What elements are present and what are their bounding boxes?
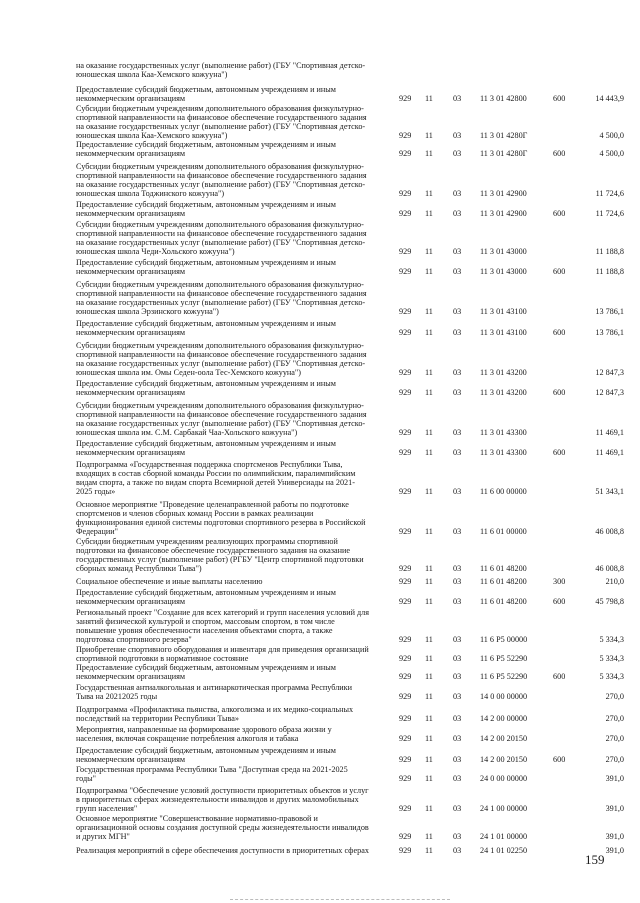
cell-csr: 11 3 01 42900	[480, 189, 527, 199]
cell-pr: 03	[453, 714, 462, 724]
cell-pr: 03	[453, 635, 462, 645]
cell-ved: 929	[399, 209, 412, 219]
table-row	[0, 706, 640, 724]
cell-rz: 11	[425, 635, 433, 645]
cell-ved: 929	[399, 832, 412, 842]
row-name: Предоставление субсидий бюджетным, автономным учреждениям и иным некоммерческим организациям	[76, 140, 336, 158]
cell-rz: 11	[425, 672, 433, 682]
cell-ved: 929	[399, 149, 412, 159]
cell-rz: 11	[425, 247, 433, 257]
row-name: Основное мероприятие "Проведение целенаправленной работы по подготовке спортсменов и членов сборных команд России в рамках реализации функционирования единой системы подготовки спортивного резерва в Российской Федерации"	[76, 500, 366, 536]
cell-ved: 929	[399, 654, 412, 664]
cell-ved: 929	[399, 577, 412, 587]
row-name: Предоставление субсидий бюджетным, автономным учреждениям и иным некоммерческим организациям	[76, 588, 336, 606]
cell-ved: 929	[399, 487, 412, 497]
cell-vr: 600	[553, 755, 566, 765]
cell-pr: 03	[453, 527, 462, 537]
cell-sum: 5 334,3	[599, 654, 624, 664]
cell-ved: 929	[399, 734, 412, 744]
cell-ved: 929	[399, 846, 412, 856]
cell-pr: 03	[453, 131, 462, 141]
row-name: Реализация мероприятий в сфере обеспечения доступности в приоритетных сферах	[76, 846, 369, 855]
cell-pr: 03	[453, 487, 462, 497]
table-row	[0, 578, 640, 587]
cell-rz: 11	[425, 597, 433, 607]
cell-sum: 391,0	[605, 804, 624, 814]
row-name: Субсидии бюджетным учреждениям дополнительного образования физкультурно- спортивной направленности на финансовое обеспечение государственного задания на оказание государственных услуг (выполнение работ) (ГБУ "Спортивная детско- юношеская школа Чеди-Хольского кожууна")	[76, 220, 367, 256]
cell-sum: 51 343,1	[595, 487, 624, 497]
cell-vr: 600	[553, 597, 566, 607]
cell-rz: 11	[425, 388, 433, 398]
table-row	[0, 815, 640, 842]
row-name: Предоставление субсидий бюджетным, автономным учреждениям и иным некоммерческим организациям	[76, 319, 336, 337]
cell-csr: 14 0 00 00000	[480, 692, 528, 702]
cell-pr: 03	[453, 267, 462, 277]
cell-ved: 929	[399, 131, 412, 141]
cell-vr: 300	[553, 577, 566, 587]
cell-pr: 03	[453, 832, 462, 842]
cell-ved: 929	[399, 597, 412, 607]
cell-rz: 11	[425, 692, 433, 702]
cell-csr: 11 3 01 42900	[480, 209, 527, 219]
table-row	[0, 221, 640, 257]
cell-ved: 929	[399, 94, 412, 104]
cell-rz: 11	[425, 209, 433, 219]
table-row	[0, 609, 640, 645]
cell-vr: 600	[553, 209, 566, 219]
cell-ved: 929	[399, 189, 412, 199]
page-number: 159	[585, 852, 605, 867]
cell-sum: 12 847,3	[595, 368, 624, 378]
cell-sum: 12 847,3	[595, 388, 624, 398]
cell-rz: 11	[425, 189, 433, 199]
table-row	[0, 684, 640, 702]
cell-csr: 11 6 01 00000	[480, 527, 527, 537]
cell-sum: 46 008,8	[595, 564, 624, 574]
row-name: Предоставление субсидий бюджетным, автономным учреждениям и иным некоммерческим организациям	[76, 439, 336, 457]
cell-csr: 11 6 00 00000	[480, 487, 527, 497]
cell-rz: 11	[425, 774, 433, 784]
table-row	[0, 589, 640, 607]
row-name: Предоставление субсидий бюджетным, автономным учреждениям и иным некоммерческим организациям	[76, 663, 336, 681]
cell-csr: 11 3 01 43100	[480, 328, 527, 338]
cell-pr: 03	[453, 654, 462, 664]
cell-csr: 11 3 01 43200	[480, 388, 527, 398]
cell-ved: 929	[399, 448, 412, 458]
cell-csr: 11 6 P5 52290	[480, 672, 528, 682]
table-row	[0, 787, 640, 814]
cell-pr: 03	[453, 149, 462, 159]
cell-vr: 600	[553, 328, 566, 338]
table-row	[0, 141, 640, 159]
row-name: Субсидии бюджетным учреждениям дополнительного образования физкультурно- спортивной направленности на финансовое обеспечение государственного задания на оказание государственных услуг (выполнение работ) (ГБУ "Спортивная детско- юношеская школа Каа-Хемского кожууна")	[76, 104, 367, 140]
cell-ved: 929	[399, 774, 412, 784]
row-name: Субсидии бюджетным учреждениям дополнительного образования физкультурно- спортивной направленности на финансовое обеспечение государственного задания на оказание государственных услуг (выполнение работ) (ГБУ "Спортивная детско- юношеская школа им. Омы Седен-оола Тес-Хемского кожууна")	[76, 341, 367, 377]
cell-ved: 929	[399, 428, 412, 438]
cell-vr: 600	[553, 388, 566, 398]
row-name: Социальное обеспечение и иные выплаты населению	[76, 577, 263, 586]
cell-sum: 11 469,1	[595, 448, 624, 458]
cell-rz: 11	[425, 428, 433, 438]
cell-pr: 03	[453, 846, 462, 856]
cell-csr: 11 3 01 4280Г	[480, 131, 528, 141]
row-name: Подпрограмма «Государственная поддержка спортсменов Республики Тыва, входящих в состав сборной команды России по олимпийским, паралимпийским видам спорта, а также по видам спорта Всемирной детей Универсиады на 2021- 2025 годы»	[76, 460, 356, 496]
table-row	[0, 501, 640, 537]
cell-vr: 600	[553, 267, 566, 277]
cell-csr: 14 2 00 20150	[480, 734, 528, 744]
cell-rz: 11	[425, 564, 433, 574]
row-name: Основное мероприятие "Совершенствование нормативно-правовой и организационной основы создания доступной среды жизнедеятельности инвалидов и других МГН"	[76, 814, 369, 841]
cell-sum: 4 500,0	[599, 131, 624, 141]
cell-pr: 03	[453, 774, 462, 784]
cell-csr: 11 6 P5 52290	[480, 654, 528, 664]
table-row	[0, 664, 640, 682]
cell-ved: 929	[399, 755, 412, 765]
cell-csr: 11 3 01 4280Г	[480, 149, 528, 159]
cell-sum: 46 008,8	[595, 527, 624, 537]
cell-sum: 13 786,1	[595, 328, 624, 338]
cell-csr: 11 6 01 48200	[480, 577, 527, 587]
cell-sum: 391,0	[605, 846, 624, 856]
cell-sum: 5 334,3	[599, 635, 624, 645]
row-name: Субсидии бюджетным учреждениям дополнительного образования физкультурно- спортивной направленности на финансовое обеспечение государственного задания на оказание государственных услуг (выполнение работ) (ГБУ "Спортивная детско- юношеская школа им. С.М. Сарбакай Чаа-Хольского кожууна")	[76, 401, 367, 437]
cell-sum: 11 188,8	[595, 267, 624, 277]
cell-pr: 03	[453, 692, 462, 702]
footer-divider	[230, 899, 450, 900]
row-name: Субсидии бюджетным учреждениям дополнительного образования физкультурно- спортивной направленности на финансовое обеспечение государственного задания на оказание государственных услуг (выполнение работ) (ГБУ "Спортивная детско- юношеская школа Эрзинского кожууна")	[76, 280, 367, 316]
cell-ved: 929	[399, 368, 412, 378]
cell-pr: 03	[453, 448, 462, 458]
cell-sum: 5 334,3	[599, 672, 624, 682]
table-row	[0, 402, 640, 438]
cell-rz: 11	[425, 714, 433, 724]
table-row	[0, 201, 640, 219]
cell-csr: 24 1 01 02250	[480, 846, 528, 856]
row-name: Мероприятия, направленные на формирование здорового образа жизни у населения, включая сокращение потребления алкоголя и табака	[76, 725, 332, 743]
cell-csr: 14 2 00 00000	[480, 714, 528, 724]
cell-pr: 03	[453, 307, 462, 317]
cell-ved: 929	[399, 267, 412, 277]
row-name: Региональный проект "Создание для всех категорий и групп населения условий для занятий физической культурой и спортом, массовым спортом, в том числе повышение уровня обеспеченности населения объектами спорта, а также подготовка спортивного резерва"	[76, 608, 370, 644]
cell-pr: 03	[453, 328, 462, 338]
cell-ved: 929	[399, 714, 412, 724]
cell-ved: 929	[399, 635, 412, 645]
cell-csr: 11 3 01 43200	[480, 368, 527, 378]
table-row	[0, 847, 640, 856]
row-name: Государственная программа Республики Тыва "Доступная среда на 2021-2025 годы"	[76, 765, 348, 783]
cell-pr: 03	[453, 597, 462, 607]
cell-sum: 270,0	[605, 734, 624, 744]
cell-sum: 14 443,9	[595, 94, 624, 104]
cell-vr: 600	[553, 149, 566, 159]
row-name: Предоставление субсидий бюджетным, автономным учреждениям и иным некоммерческим организациям	[76, 379, 336, 397]
cell-rz: 11	[425, 804, 433, 814]
table-row	[0, 281, 640, 317]
cell-sum: 11 724,6	[595, 209, 624, 219]
cell-pr: 03	[453, 734, 462, 744]
cell-rz: 11	[425, 94, 433, 104]
table-row	[0, 726, 640, 744]
cell-ved: 929	[399, 804, 412, 814]
row-name: Субсидии бюджетным учреждениям дополнительного образования физкультурно- спортивной направленности на финансовое обеспечение государственного задания на оказание государственных услуг (выполнение работ) (ГБУ "Спортивная детско- юношеская школа Тоджинского кожууна")	[76, 162, 367, 198]
cell-pr: 03	[453, 247, 462, 257]
cell-rz: 11	[425, 448, 433, 458]
table-row	[0, 646, 640, 664]
table-row	[0, 86, 640, 104]
cell-pr: 03	[453, 94, 462, 104]
cell-csr: 11 3 01 42800	[480, 94, 527, 104]
cell-pr: 03	[453, 189, 462, 199]
cell-pr: 03	[453, 209, 462, 219]
cell-sum: 270,0	[605, 755, 624, 765]
table-row	[0, 380, 640, 398]
table-row	[0, 105, 640, 141]
row-name: Подпрограмма "Обеспечение условий доступности приоритетных объектов и услуг в приоритетных сферах жизнедеятельности инвалидов и других маломобильных групп населения"	[76, 786, 369, 813]
cell-ved: 929	[399, 247, 412, 257]
cell-vr: 600	[553, 94, 566, 104]
table-row	[0, 259, 640, 277]
cell-rz: 11	[425, 734, 433, 744]
cell-ved: 929	[399, 672, 412, 682]
table-row	[0, 342, 640, 378]
cell-rz: 11	[425, 846, 433, 856]
table-row	[0, 62, 640, 82]
cell-rz: 11	[425, 328, 433, 338]
cell-rz: 11	[425, 149, 433, 159]
cell-pr: 03	[453, 672, 462, 682]
table-row	[0, 320, 640, 338]
table-row	[0, 163, 640, 199]
cell-sum: 11 724,6	[595, 189, 624, 199]
cell-sum: 391,0	[605, 774, 624, 784]
cell-csr: 11 3 01 43000	[480, 247, 527, 257]
cell-vr: 600	[553, 672, 566, 682]
cell-sum: 11 469,1	[595, 428, 624, 438]
cell-ved: 929	[399, 328, 412, 338]
cell-rz: 11	[425, 527, 433, 537]
cell-pr: 03	[453, 428, 462, 438]
cell-csr: 11 3 01 43300	[480, 448, 527, 458]
cell-sum: 13 786,1	[595, 307, 624, 317]
row-name: Предоставление субсидий бюджетным, автономным учреждениям и иным некоммерческим организациям	[76, 85, 336, 103]
cell-rz: 11	[425, 755, 433, 765]
cell-ved: 929	[399, 388, 412, 398]
cell-csr: 24 0 00 00000	[480, 774, 528, 784]
cell-pr: 03	[453, 577, 462, 587]
row-name: Предоставление субсидий бюджетным, автономным учреждениям и иным некоммерческим организациям	[76, 746, 336, 764]
cell-rz: 11	[425, 487, 433, 497]
cell-ved: 929	[399, 307, 412, 317]
cell-rz: 11	[425, 654, 433, 664]
cell-csr: 11 6 01 48200	[480, 597, 527, 607]
cell-pr: 03	[453, 388, 462, 398]
cell-ved: 929	[399, 692, 412, 702]
row-name: Субсидии бюджетным учреждениям реализующих программы спортивной подготовки на финансовое обеспечение государственного задания на оказание государственных услуг (выполнение работ) (РГБУ "Центр спортивной подготовки сборных команд Республики Тыва")	[76, 537, 364, 573]
row-name: Подпрограмма «Профилактика пьянства, алкоголизма и их медико-социальных последствий на территории Республики Тыва»	[76, 705, 354, 723]
cell-pr: 03	[453, 804, 462, 814]
cell-rz: 11	[425, 307, 433, 317]
cell-sum: 45 798,8	[595, 597, 624, 607]
table-row	[0, 440, 640, 458]
cell-csr: 11 6 P5 00000	[480, 635, 528, 645]
cell-rz: 11	[425, 577, 433, 587]
cell-csr: 11 3 01 43100	[480, 307, 527, 317]
cell-vr: 600	[553, 448, 566, 458]
cell-csr: 11 3 01 43000	[480, 267, 527, 277]
table-row	[0, 747, 640, 765]
cell-pr: 03	[453, 368, 462, 378]
cell-csr: 24 1 00 00000	[480, 804, 528, 814]
cell-rz: 11	[425, 832, 433, 842]
cell-sum: 210,0	[605, 577, 624, 587]
cell-csr: 24 1 01 00000	[480, 832, 528, 842]
row-name: Предоставление субсидий бюджетным, автономным учреждениям и иным некоммерческим организациям	[76, 258, 336, 276]
cell-csr: 14 2 00 20150	[480, 755, 528, 765]
cell-csr: 11 3 01 43300	[480, 428, 527, 438]
row-name: на оказание государственных услуг (выполнение работ) (ГБУ "Спортивная детско- юношеская школа Каа-Хемского кожууна")	[76, 61, 366, 79]
table-row	[0, 461, 640, 497]
cell-sum: 270,0	[605, 692, 624, 702]
row-name: Государственная антиалкогольная и антинаркотическая программа Республики Тыва на 20212025 годы	[76, 683, 353, 701]
cell-csr: 11 6 01 48200	[480, 564, 527, 574]
table-row	[0, 538, 640, 574]
cell-sum: 270,0	[605, 714, 624, 724]
row-name: Приобретение спортивного оборудования и инвентаря для приведения организаций спортивной подготовки в нормативное состояние	[76, 645, 369, 663]
cell-sum: 11 188,8	[595, 247, 624, 257]
row-name: Предоставление субсидий бюджетным, автономным учреждениям и иным некоммерческим организациям	[76, 200, 336, 218]
cell-sum: 391,0	[605, 832, 624, 842]
cell-rz: 11	[425, 267, 433, 277]
cell-pr: 03	[453, 755, 462, 765]
cell-ved: 929	[399, 527, 412, 537]
cell-rz: 11	[425, 368, 433, 378]
cell-ved: 929	[399, 564, 412, 574]
cell-pr: 03	[453, 564, 462, 574]
table-row	[0, 766, 640, 784]
cell-rz: 11	[425, 131, 433, 141]
cell-sum: 4 500,0	[599, 149, 624, 159]
